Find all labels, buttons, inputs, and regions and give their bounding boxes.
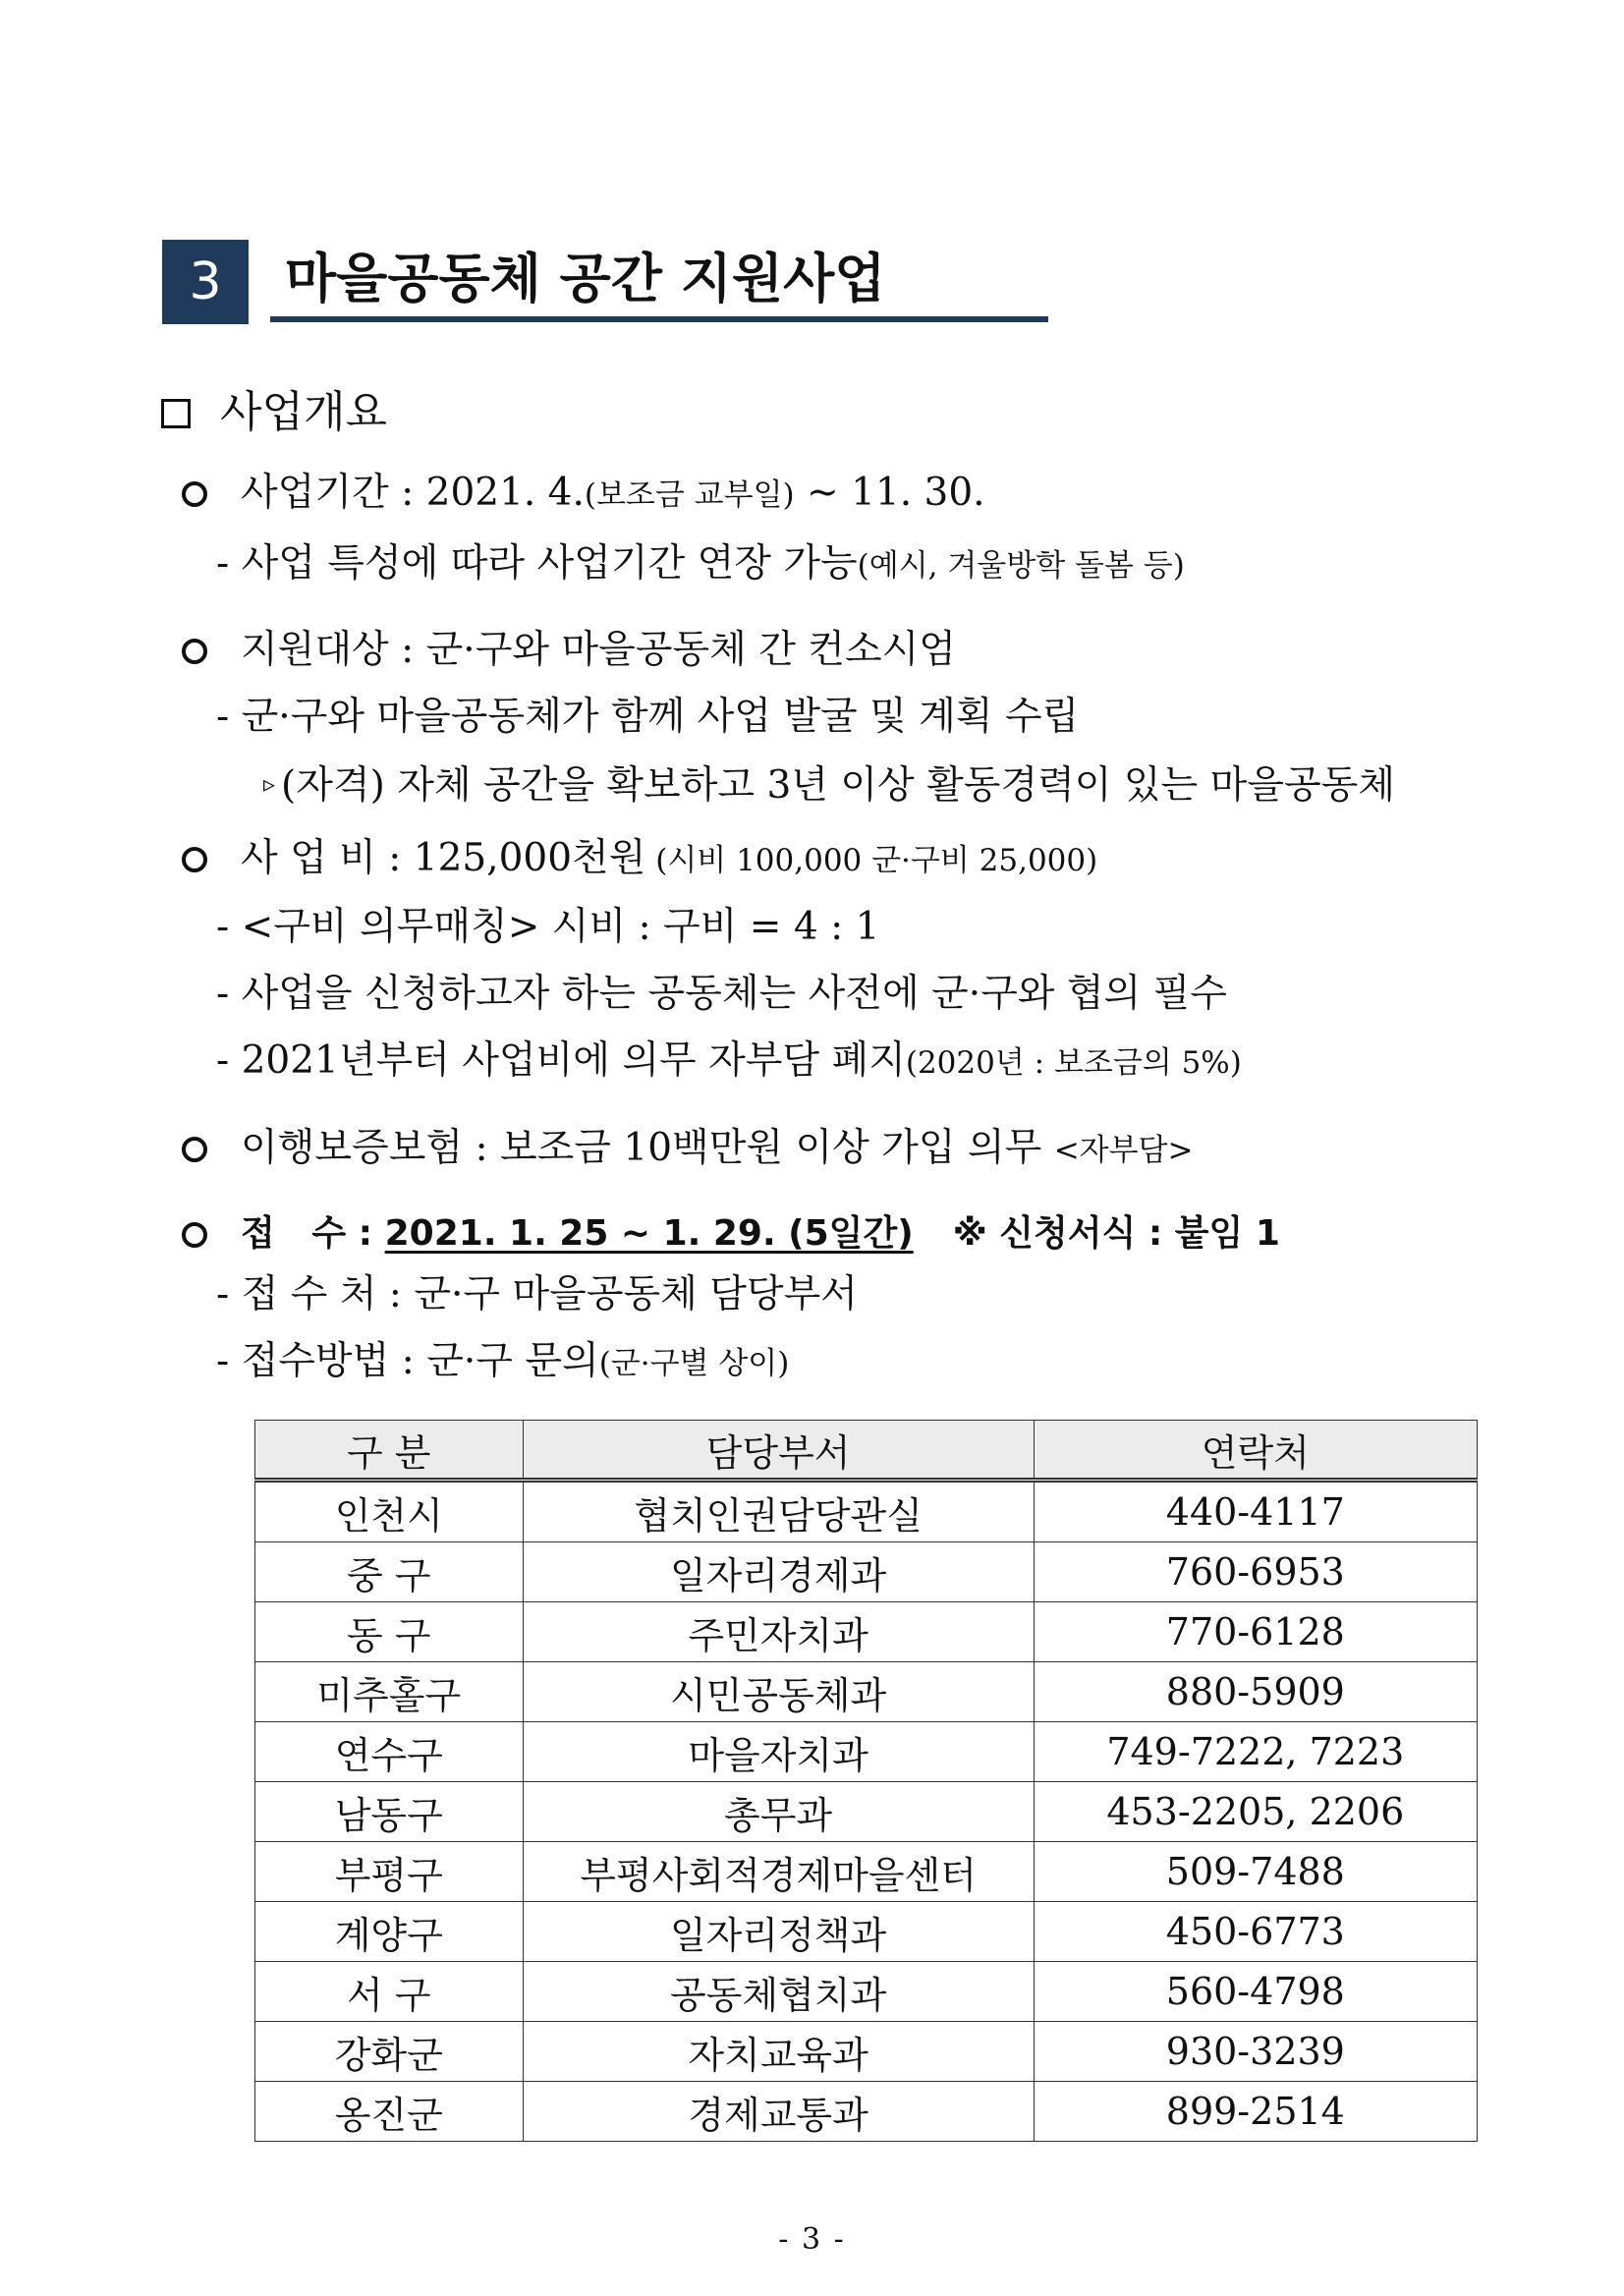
target-sub2-line (263, 756, 1395, 813)
table-row (255, 1962, 1478, 2022)
table-header-row (255, 1421, 1478, 1481)
reception-sub1: - 접 수 처 : 군·구 마을공동체 담당부서 (216, 1272, 858, 1316)
district-cell: 연수구 (255, 1722, 524, 1782)
district-cell: 강화군 (255, 2022, 524, 2082)
department-cell: 시민공동체과 (523, 1662, 1034, 1722)
district-cell: 동 구 (255, 1602, 524, 1662)
page-number: - 3 - (778, 2222, 846, 2257)
reception-period: 2021. 1. 25 ~ 1. 29. (5일간) (384, 1213, 914, 1254)
circle-bullet-icon (182, 1222, 207, 1248)
district-cell: 부평구 (255, 1842, 524, 1902)
section-title-rule (270, 316, 1048, 322)
target-label: 지원대상 : 군·구와 마을공동체 간 컨소시엄 (241, 628, 956, 672)
insurance-line (241, 1121, 1193, 1178)
circle-bullet-icon (182, 481, 207, 507)
contact-cell: 440-4117 (1034, 1481, 1477, 1542)
district-cell: 서 구 (255, 1962, 524, 2022)
period-line (241, 466, 985, 523)
contact-cell: 560-4798 (1034, 1962, 1477, 2022)
triangle-bullet-icon: ▹ (263, 770, 276, 798)
table-row (255, 2022, 1478, 2082)
checkbox-square-icon (161, 399, 191, 428)
district-cell: 인천시 (255, 1481, 524, 1542)
budget-sub1: - <구비 의무매칭> 시비 : 구비 = 4 : 1 (216, 905, 880, 949)
department-cell: 총무과 (523, 1782, 1034, 1842)
contact-cell: 930-3239 (1034, 2022, 1477, 2082)
department-cell: 자치교육과 (523, 2022, 1034, 2082)
department-cell: 일자리경제과 (523, 1542, 1034, 1602)
budget-sub3-main: - 2021년부터 사업비에 의무 자부담 폐지 (216, 1038, 906, 1083)
department-cell: 부평사회적경제마을센터 (523, 1842, 1034, 1902)
reception-label: 접 수 : (241, 1213, 385, 1254)
contact-cell: 749-7222, 7223 (1034, 1722, 1477, 1782)
contact-cell: 760-6953 (1034, 1542, 1477, 1602)
contacts-table (254, 1420, 1478, 2142)
period-sub1-main: - 사업 특성에 따라 사업기간 연장 가능 (216, 541, 858, 586)
period-sub1 (216, 536, 1185, 593)
table-row (255, 1602, 1478, 1662)
table-row (255, 2082, 1478, 2142)
department-cell: 공동체협치과 (523, 1962, 1034, 2022)
table-row (255, 1662, 1478, 1722)
table-row (255, 1902, 1478, 1962)
reception-sub2 (216, 1334, 789, 1391)
target-sub2: (자격) 자체 공간을 확보하고 3년 이상 활동경력이 있는 마을공동체 (281, 763, 1395, 808)
contact-cell: 453-2205, 2206 (1034, 1782, 1477, 1842)
reception-line (241, 1206, 1280, 1261)
contact-cell: 450-6773 (1034, 1902, 1477, 1962)
header-contact: 연락처 (1034, 1421, 1477, 1481)
table-row (255, 1722, 1478, 1782)
header-department: 담당부서 (523, 1421, 1034, 1481)
period-label: 사업기간 : 2021. 4. (241, 471, 585, 515)
reception-sub2-main: - 접수방법 : 군·구 문의 (216, 1339, 599, 1383)
circle-bullet-icon (182, 639, 207, 664)
circle-bullet-icon (182, 1137, 207, 1162)
department-cell: 주민자치과 (523, 1602, 1034, 1662)
reception-sub2-note: (군·구별 상이) (598, 1346, 790, 1381)
district-cell: 계양구 (255, 1902, 524, 1962)
district-cell: 남동구 (255, 1782, 524, 1842)
overview-heading: 사업개요 (220, 387, 388, 437)
period-tail: ~ 11. 30. (794, 471, 985, 515)
budget-sub3-note: (2020년 : 보조금의 5%) (905, 1045, 1242, 1081)
department-cell: 마을자치과 (523, 1722, 1034, 1782)
target-sub1: - 군·구와 마을공동체가 함께 사업 발굴 및 계획 수립 (216, 695, 1080, 739)
district-cell: 미추홀구 (255, 1662, 524, 1722)
period-sub1-note: (예시, 겨울방학 돌봄 등) (857, 548, 1185, 584)
section-title: 마을공동체 공간 지원사업 (285, 248, 886, 309)
insurance-label: 이행보증보험 : 보조금 10백만원 이상 가입 의무 (241, 1126, 1054, 1170)
reception-form: ※ 신청서식 : 붙임 1 (952, 1213, 1280, 1254)
contact-cell: 509-7488 (1034, 1842, 1477, 1902)
contact-cell: 899-2514 (1034, 2082, 1477, 2142)
budget-label: 사 업 비 : 125,000천원 (241, 836, 646, 880)
insurance-note: <자부담> (1053, 1133, 1194, 1168)
table-row (255, 1842, 1478, 1902)
budget-sub2: - 사업을 신청하고자 하는 공동체는 사전에 군·구와 협의 필수 (216, 972, 1227, 1016)
department-cell: 일자리정책과 (523, 1902, 1034, 1962)
circle-bullet-icon (182, 847, 207, 872)
section-number: 3 (162, 240, 249, 324)
department-cell: 협치인권담당관실 (523, 1481, 1034, 1542)
budget-sub3 (216, 1034, 1242, 1091)
contact-cell: 770-6128 (1034, 1602, 1477, 1662)
budget-note: (시비 100,000 군·구비 25,000) (645, 843, 1098, 878)
budget-line (241, 831, 1097, 888)
header-district: 구 분 (255, 1421, 524, 1481)
table-row (255, 1782, 1478, 1842)
period-note: (보조금 교부일) (584, 477, 795, 513)
table-row (255, 1481, 1478, 1542)
district-cell: 중 구 (255, 1542, 524, 1602)
contact-cell: 880-5909 (1034, 1662, 1477, 1722)
district-cell: 옹진군 (255, 2082, 524, 2142)
department-cell: 경제교통과 (523, 2082, 1034, 2142)
table-row (255, 1542, 1478, 1602)
